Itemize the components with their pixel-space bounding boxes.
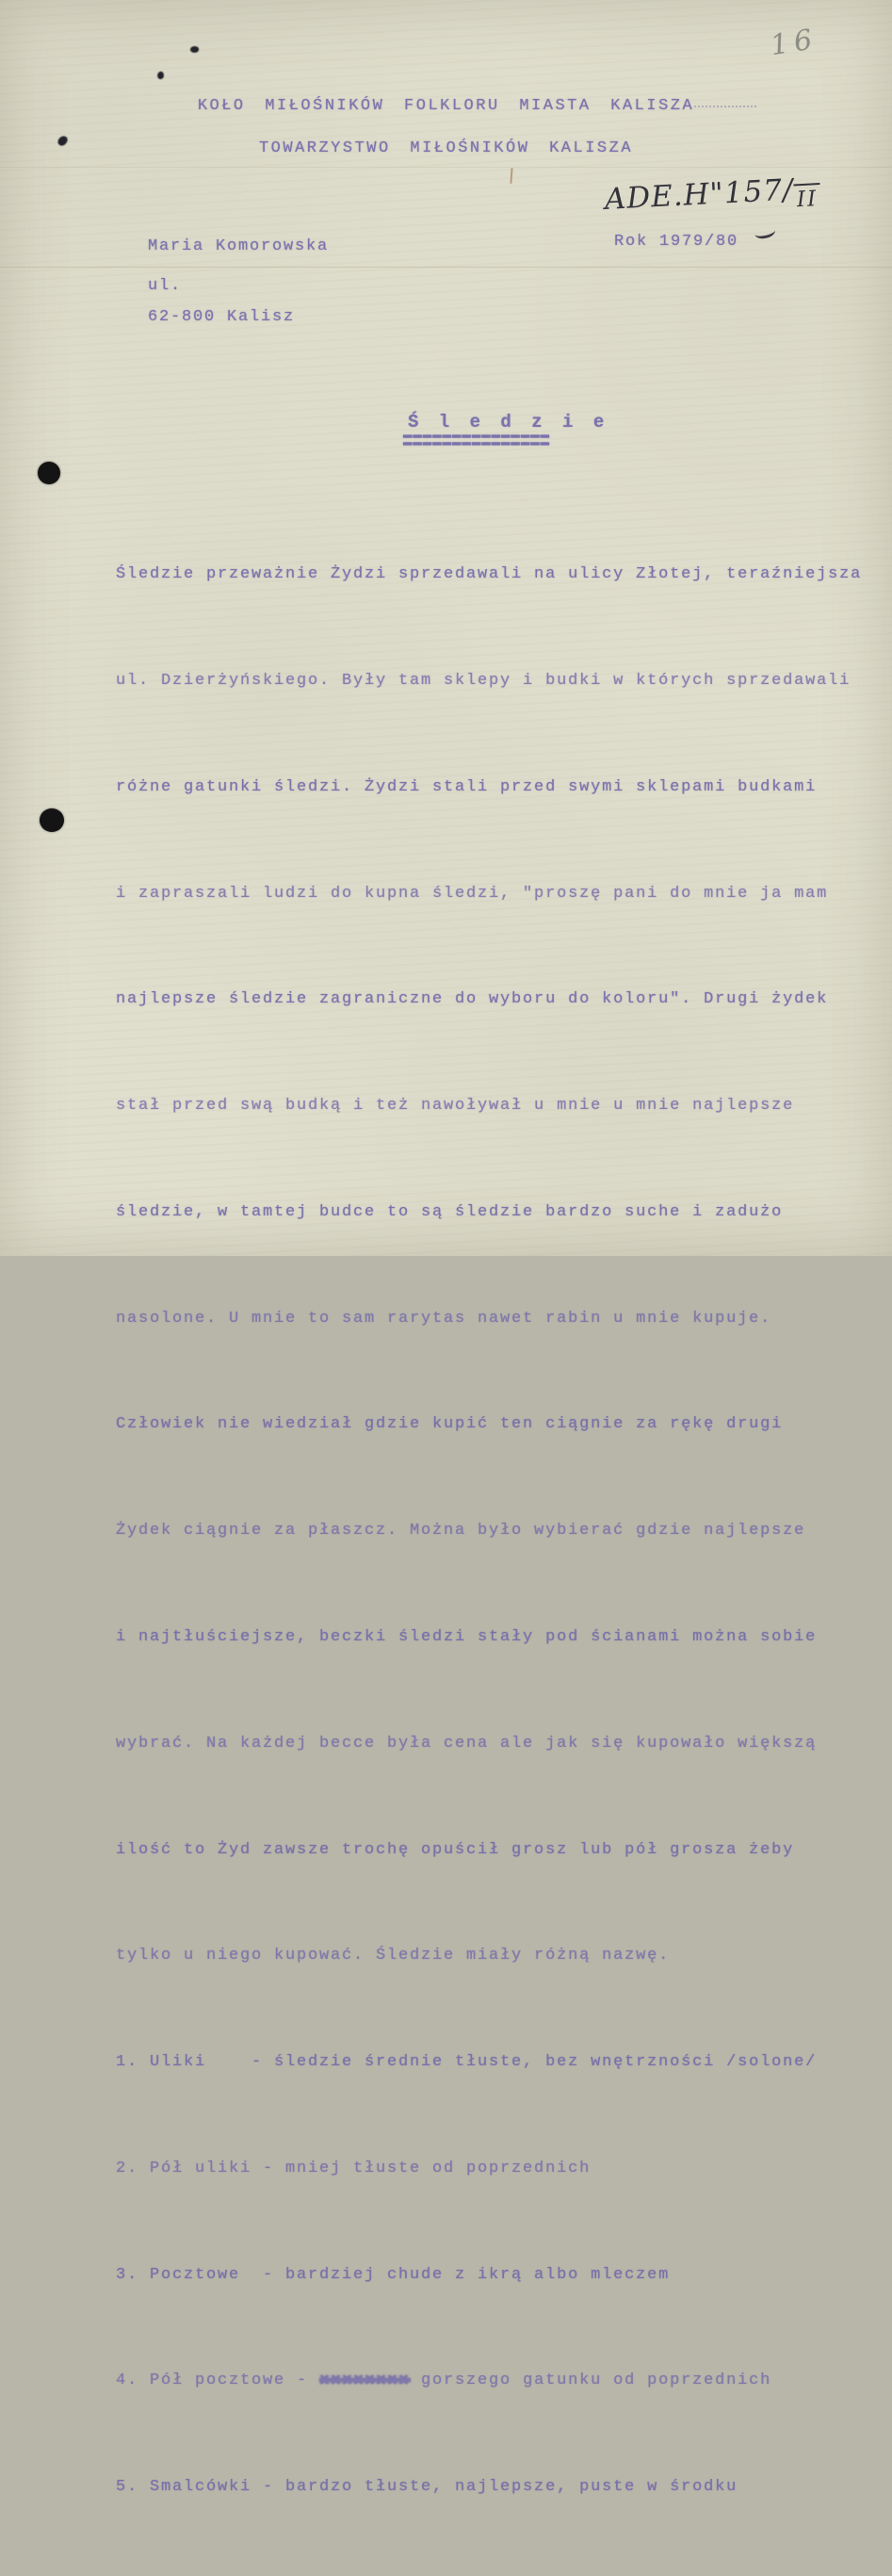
author-city: 62-800 Kalisz [148, 308, 296, 326]
author-street: ul. [148, 277, 183, 295]
paper-crease [0, 167, 892, 168]
archive-signature-volume: II [793, 183, 821, 212]
typescript-body [116, 486, 879, 2576]
typescript-line: Śledzie przeważnie Żydzi sprzedawali na ulicy Złotej, teraźniejsza [116, 565, 863, 584]
typescript-line: nasolone. U mnie to sam rarytas nawet rabin u mnie kupuje. [116, 1309, 772, 1328]
typescript-line: najlepsze śledzie zagraniczne do wyboru do koloru". Drugi żydek [116, 990, 829, 1009]
list-item-4-prefix: 4. Pół pocztowe - [116, 2372, 320, 2390]
handwritten-page-number: 16 [768, 23, 820, 63]
paper-crease [0, 267, 892, 268]
typescript-line: ul. Dzierżyńskiego. Były tam sklepy i budki w których sprzedawali [116, 671, 851, 690]
list-item-herring-type-2: 2. Pół uliki - mniej tłuste od poprzednich [116, 2159, 592, 2177]
list-item-herring-type-4 [116, 2363, 879, 2399]
document-title: Ś l e d z i e [408, 412, 609, 432]
title-underline: =============== [402, 426, 550, 458]
list-item-herring-type-1: 1. Uliki - śledzie średnie tłuste, bez wnętrzności /solone/ [116, 2053, 818, 2072]
typescript-line: ilość to Żyd zawsze trochę opuścił grosz lub pół grosza żeby [116, 1840, 795, 1859]
ink-speck [189, 45, 199, 53]
list-item-herring-type-5: 5. Smalcówki - bardzo tłuste, najlepsze, puste w środku [116, 2478, 738, 2497]
archive-signature-prefix: ADE.H"157/ [604, 172, 795, 217]
handwritten-archive-signature [604, 171, 821, 222]
typescript-line: Żydek ciągnie za płaszcz. Można było wybierać gdzie najlepsze [116, 1522, 806, 1541]
paper-fiber-mark [510, 168, 512, 184]
typescript-line: i najtłuściejsze, beczki śledzi stały pod ścianami można sobie [116, 1628, 818, 1646]
typescript-line: wybrać. Na każdej becce była cena ale jak się kupowało większą [116, 1734, 818, 1753]
year-label: Rok 1979/80 [614, 233, 739, 251]
hole-punch-mark [38, 462, 60, 484]
typescript-line: i zapraszali ludzi do kupna śledzi, "proszę pani do mnie ja mam [116, 884, 829, 903]
organization-header-line2: TOWARZYSTWO MIŁOŚNIKÓW KALISZA [258, 139, 634, 157]
author-name: Maria Komorowska [148, 237, 330, 255]
typescript-line: tylko u niego kupować. Śledzie miały różną nazwę. [116, 1947, 671, 1965]
hole-punch-mark [40, 808, 64, 832]
organization-header-line1: KOŁO MIŁOŚNIKÓW FOLKLORU MIASTA KALISZA [197, 97, 695, 115]
typescript-line: Człowiek nie wiedział gdzie kupić ten ciągnie za rękę drugi [116, 1415, 784, 1434]
list-item-4-suffix: gorszego gatunku od poprzednich [410, 2372, 772, 2390]
ink-speck [156, 71, 165, 80]
typescript-line: różne gatunki śledzi. Żydzi stali przed swymi sklepami budkami [116, 777, 818, 796]
overstruck-correction: xxxxxxxx [319, 2372, 411, 2390]
typescript-line: stał przed swą budką i też nawoływał u mnie u mnie najlepsze [116, 1097, 795, 1116]
list-item-herring-type-3: 3. Pocztowe - bardziej chude z ikrą albo mleczem [116, 2265, 671, 2284]
typescript-line: śledzie, w tamtej budce to są śledzie bardzo suche i zadużo [116, 1202, 784, 1221]
ink-dotted-smudge [694, 106, 756, 107]
pen-swoosh-mark [754, 224, 776, 240]
